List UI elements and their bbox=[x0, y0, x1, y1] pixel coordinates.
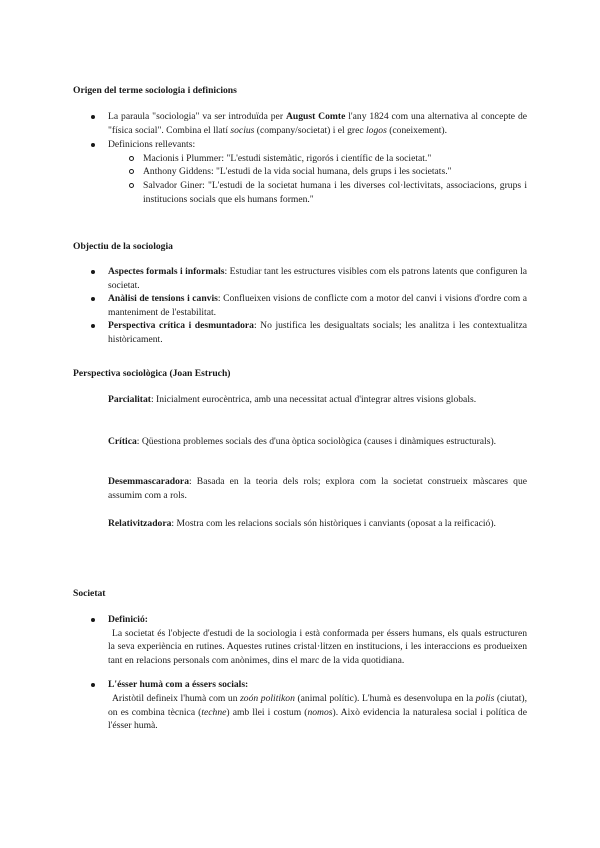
intro-term: logos bbox=[366, 124, 387, 136]
societat-list bbox=[91, 613, 527, 733]
objectiu-list bbox=[91, 265, 527, 347]
definitions-label: Definicions rellevants: bbox=[108, 139, 196, 151]
definicio-text: La societat és l'objecte d'estudi de la sociologia i està conformada per éssers humans, els quals estructuren la seva experiència en rutines. Aquestes rutines cristal·litzen en institucions, i les interaccions es produeixen tant en relacions personals com anònimes, dins el marc de la vida quotidiana. bbox=[108, 627, 527, 666]
item-text: : No justifica les desigualtats socials; les analitza i les contextualitza històricament. bbox=[108, 320, 527, 345]
text-term: zoón politikon bbox=[240, 692, 295, 704]
perspectiva-critica bbox=[108, 435, 527, 449]
text-term: nomos bbox=[307, 706, 333, 718]
item-label: Relativitzadora bbox=[108, 518, 172, 529]
perspectiva-relativitzadora bbox=[108, 517, 527, 531]
item-label: Desemmascaradora bbox=[108, 476, 189, 487]
intro-text: La paraula "sociologia" va ser introduïda per bbox=[108, 111, 286, 122]
definitions-sublist bbox=[91, 152, 527, 206]
perspectiva-desemmascaradora bbox=[108, 475, 527, 502]
item-text: : Basada en la teoria dels rols; explora com la societat construeix màscares que assumim com a rols. bbox=[108, 476, 527, 501]
heading-origen: Origen del terme sociologia i definicions bbox=[73, 85, 237, 96]
item-label: Perspectiva crítica i desmuntadora bbox=[108, 320, 254, 332]
definicio-label: Definició: bbox=[108, 614, 148, 625]
heading-objectiu: Objectiu de la sociologia bbox=[73, 241, 173, 252]
item-label: Crítica bbox=[108, 436, 137, 447]
item-text: : Estudiar tant les estructures visibles com els patrons latents que configuren la societat. bbox=[108, 266, 528, 291]
list-item bbox=[91, 265, 527, 292]
item-label: Anàlisi de tensions i canvis bbox=[108, 293, 218, 305]
list-item-intro bbox=[91, 110, 527, 137]
definition-item: Salvador Giner: "L'estudi de la societat humana i les diverses col·lectivitats, associacions, grups i institucions socials que els humans formen." bbox=[91, 179, 527, 206]
text-run: ) amb llei i costum ( bbox=[226, 706, 308, 718]
text-run: Aristòtil defineix l'humà com un bbox=[112, 692, 241, 704]
intro-author: August Comte bbox=[285, 111, 346, 122]
list-item-definicio bbox=[91, 613, 527, 667]
definition-item: Anthony Giddens: "L'estudi de la vida social humana, dels grups i les societats." bbox=[91, 165, 527, 179]
item-label: Aspectes formals i informals bbox=[108, 266, 225, 277]
definition-item: Macionis i Plummer: "L'estudi sistemàtic, rigorós i científic de la societat." bbox=[91, 152, 527, 166]
item-text: : Qüestiona problemes socials des d'una òptica sociològica (causes i dinàmiques estructurals). bbox=[136, 436, 497, 447]
intro-text: l'any 1824 com una alternativa al concepte de "física social". Combina el llatí bbox=[108, 111, 528, 136]
intro-text: (coneixement). bbox=[386, 124, 448, 136]
text-term: techne bbox=[201, 706, 227, 718]
perspectiva-parcialitat bbox=[108, 393, 527, 407]
text-term: polis bbox=[475, 692, 495, 704]
list-item-definitions bbox=[91, 138, 527, 206]
list-item-esser-huma bbox=[91, 678, 527, 732]
text-run: (ciutat), on es combina tècnica ( bbox=[108, 692, 527, 718]
list-item bbox=[91, 292, 527, 319]
origen-list bbox=[91, 110, 527, 206]
heading-societat: Societat bbox=[73, 588, 106, 599]
esser-huma-label: L'ésser humà com a éssers socials: bbox=[108, 679, 249, 691]
heading-perspectiva: Perspectiva sociològica (Joan Estruch) bbox=[73, 368, 231, 379]
item-text: : Conflueixen visions de conflicte com a motor del canvi i visions d'ordre com a manteniment de l'estabilitat. bbox=[108, 293, 527, 318]
esser-huma-text bbox=[108, 692, 527, 733]
intro-text: (company/societat) i el grec bbox=[254, 124, 367, 136]
text-run: ). Això evidencia la naturalesa social i política de l'ésser humà. bbox=[108, 706, 527, 732]
text-run: (animal polític). L'humà es desenvolupa en la bbox=[294, 692, 476, 704]
list-item bbox=[91, 319, 527, 346]
item-text: : Mostra com les relacions socials són històriques i canviants (oposat a la reificació). bbox=[171, 518, 496, 529]
intro-term: socius bbox=[230, 124, 255, 136]
item-label: Parcialitat bbox=[108, 394, 151, 405]
item-text: : Inicialment eurocèntrica, amb una necessitat actual d'integrar altres visions globals. bbox=[150, 394, 477, 405]
